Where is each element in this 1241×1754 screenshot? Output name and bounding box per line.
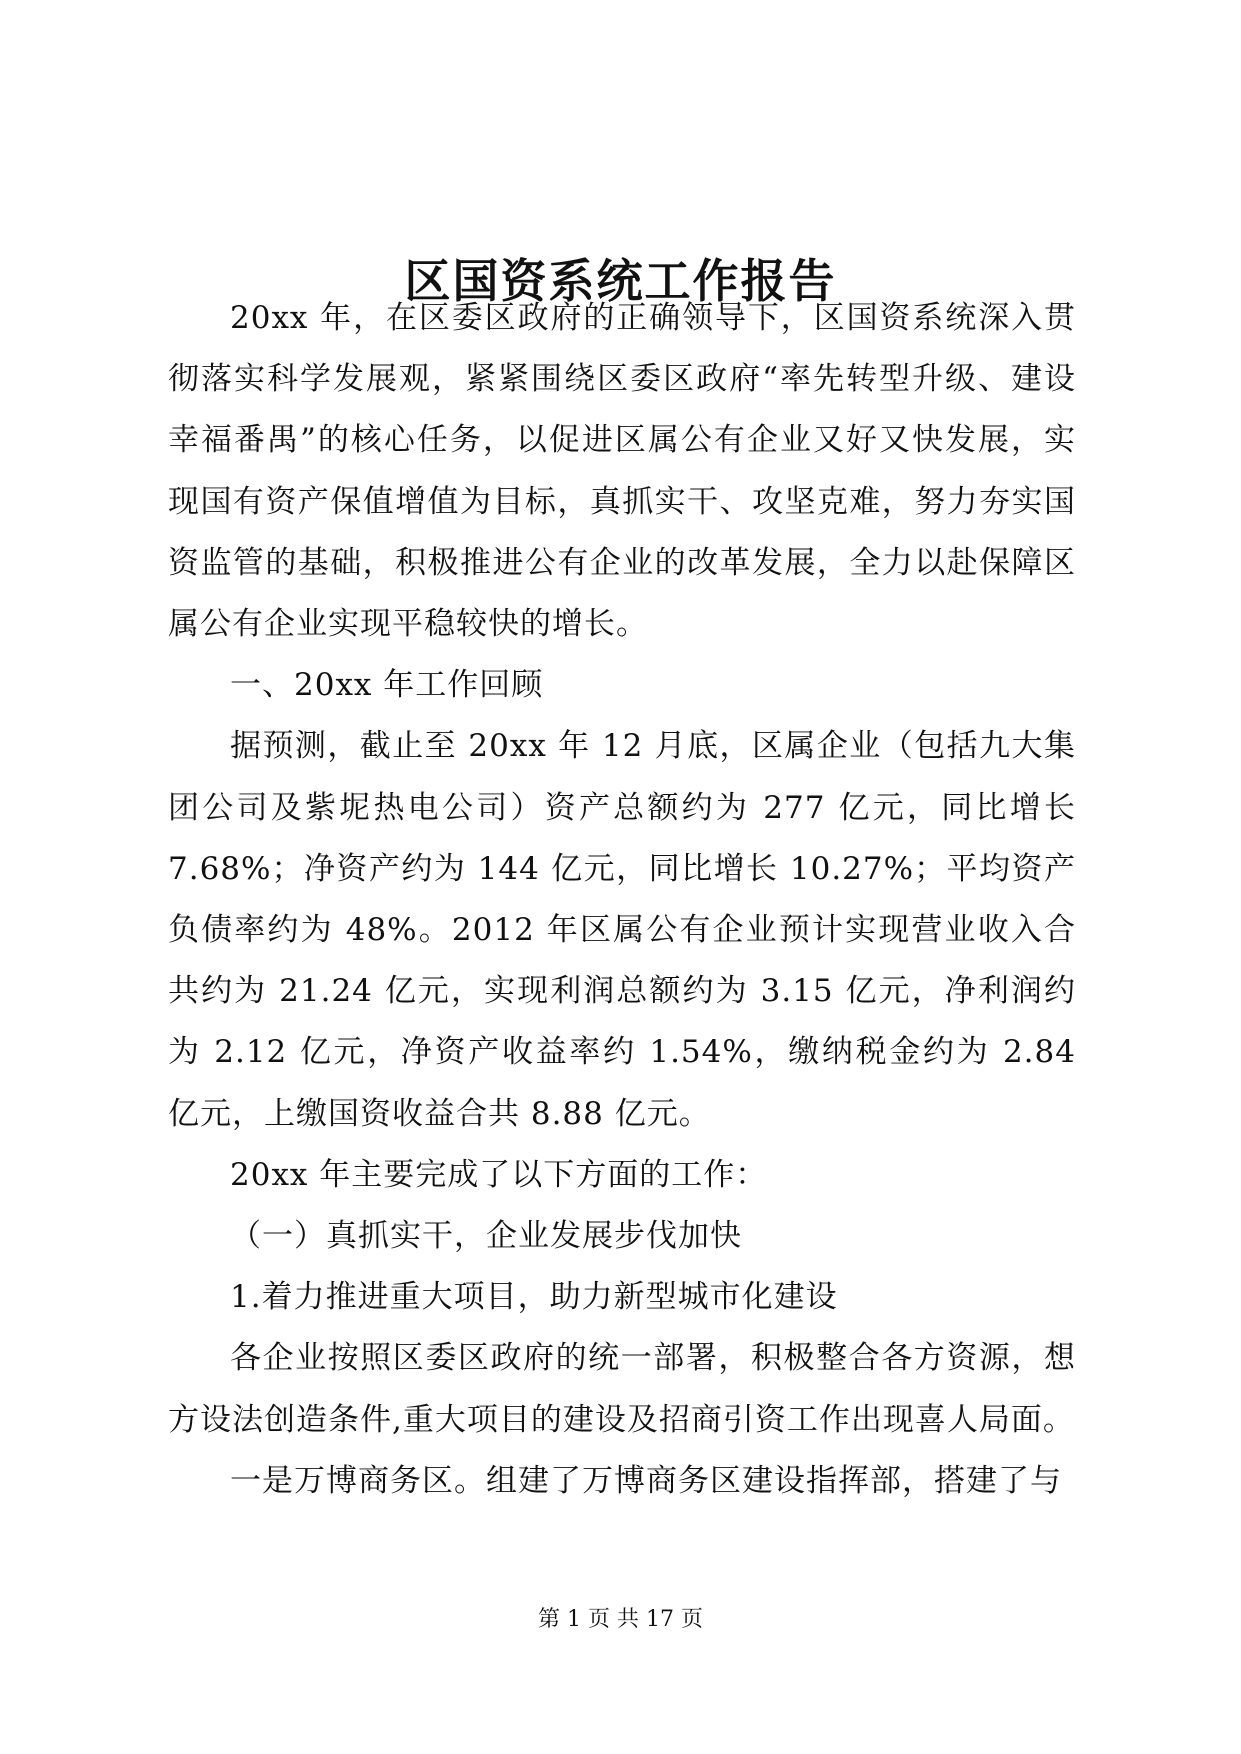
subsection-heading-1: （一）真抓实干，企业发展步伐加快 [230,1218,742,1255]
paragraph-statistics: 据预测，截止至 20xx 年 12 月底，区属企业（包括九大集团公司及紫坭热电公司）资产总额约为 277 亿元，同比增长 7.68%；净资产约为 144 亿元，同比增长 10.27%；平均资产负债率约为 48%。2012 年区属公有企业预计实现营业收入合共约为 21.24 亿元，实现利润总额约为 3.15 亿元，净利润约为 2.12 亿元，净资产收益率约 1.54%，缴纳税金约为 2.84 亿元，上缴国资收益合共 8.88 亿元。 [168,728,1076,1132]
paragraph-intro: 20xx 年，在区委区政府的正确领导下，区国资系统深入贯彻落实科学发展观，紧紧围绕区委区政府“率先转型升级、建设幸福番禺”的核心任务，以促进区属公有企业又好又快发展，实现国有资产保值增值为目标，真抓实干、攻坚克难，努力夯实国资监管的基础，积极推进公有企业的改革发展，全力以赴保障区属公有企业实现平稳较快的增长。 [168,300,1076,643]
paragraph-projects: 各企业按照区委区政府的统一部署，积极整合各方资源，想方设法创造条件,重大项目的建设及招商引资工作出现喜人局面。 [168,1340,1076,1438]
document-title: 区国资系统工作报告 [404,253,837,308]
page-footer [0,1605,1241,1635]
section-heading-review: 一、20xx 年工作回顾 [230,667,544,704]
item-heading-1: 1.着力推进重大项目，助力新型城市化建设 [230,1279,838,1316]
document-body [168,288,1076,1512]
paragraph-wanbo: 一是万博商务区。组建了万博商务区建设指挥部，搭建了与 [230,1462,1062,1499]
paragraph-work-summary: 20xx 年主要完成了以下方面的工作： [230,1156,768,1193]
page-number: 第 1 页 共 17 页 [538,1607,703,1632]
